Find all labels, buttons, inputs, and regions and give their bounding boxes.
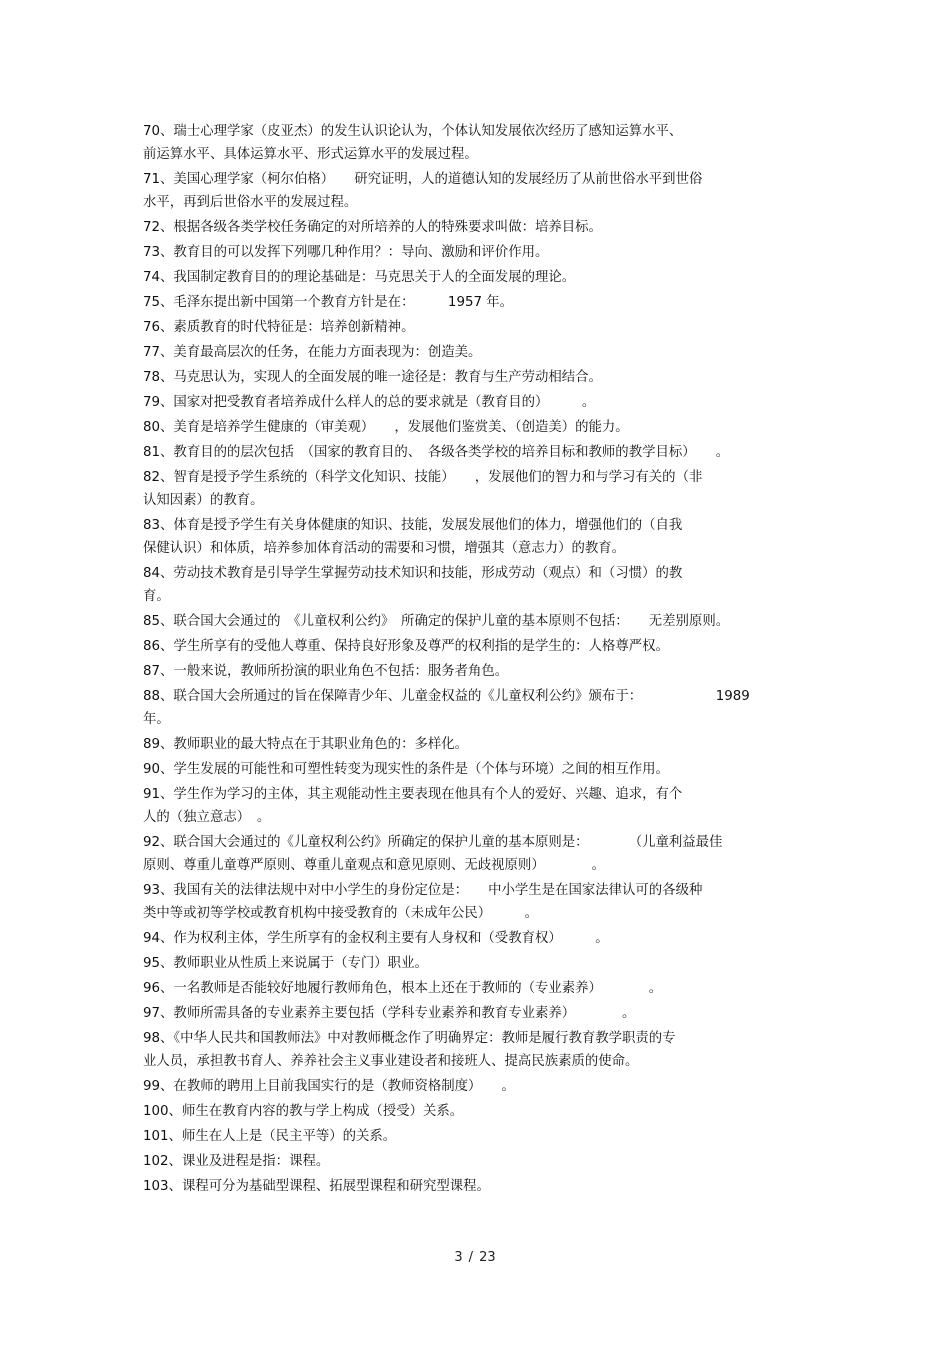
item-line: 业人员，承担教书育人、养养社会主义事业建设者和接班人、提高民族素质的使命。 — [143, 1054, 639, 1069]
list-item — [143, 1027, 823, 1073]
item-line: 101、师生在人上是（民主平等）的关系。 — [143, 1129, 397, 1144]
list-item — [143, 120, 823, 166]
item-line: 71、美国心理学家（柯尔伯格） 研究证明，人的道德认知的发展经历了从前世俗水平到世俗 — [143, 172, 703, 187]
item-line: 77、美育最高层次的任务，在能力方面表现为：创造美。 — [143, 345, 482, 360]
list-item — [143, 1100, 823, 1123]
question-list — [143, 120, 823, 1200]
item-line: 74、我国制定教育目的的理论基础是：马克思关于人的全面发展的理论。 — [143, 270, 576, 285]
item-line: 82、智育是授予学生系统的（科学文化知识、技能） ，发展他们的智力和与学习有关的（非 — [143, 470, 703, 485]
item-line: 75、毛泽东提出新中国第一个教育方针是在： 1957 年。 — [143, 295, 514, 310]
item-line: 81、教育目的的层次包括 （国家的教育目的、 各级各类学校的培养目标和教师的教学目标） 。 — [143, 445, 730, 460]
item-line: 89、教师职业的最大特点在于其职业角色的：多样化。 — [143, 737, 469, 752]
list-item — [143, 879, 823, 925]
item-line: 70、瑞士心理学家（皮亚杰）的发生认识论认为，个体认知发展依次经历了感知运算水平、 — [143, 124, 683, 139]
item-line: 84、劳动技术教育是引导学生掌握劳动技术知识和技能，形成劳动（观点）和（习惯）的教 — [143, 566, 683, 581]
item-line: 94、作为权利主体，学生所享有的金权利主要有人身权和（受教育权） 。 — [143, 931, 609, 946]
list-item — [143, 1125, 823, 1148]
item-line: 育。 — [143, 589, 170, 604]
list-item — [143, 952, 823, 975]
item-line: 100、师生在教育内容的教与学上构成（授受）关系。 — [143, 1104, 464, 1119]
list-item — [143, 635, 823, 658]
item-line: 98、《中华人民共和国教师法》中对教师概念作了明确界定：教师是履行教育教学职责的专 — [143, 1031, 676, 1046]
item-line: 102、课业及进程是指：课程。 — [143, 1154, 330, 1169]
item-line: 88、联合国大会所通过的旨在保障青少年、儿童金权益的《儿童权利公约》颁布于： 1989 — [143, 689, 750, 704]
current-page: 3 — [454, 1250, 463, 1265]
item-line: 92、联合国大会通过的《儿童权利公约》所确定的保护儿童的基本原则是： （儿童利益最佳 — [143, 835, 723, 850]
item-line: 93、我国有关的法律法规中对中小学生的身份定位是： 中小学生是在国家法律认可的各级种 — [143, 883, 703, 898]
item-line: 年。 — [143, 712, 170, 727]
item-line: 91、学生作为学习的主体，其主观能动性主要表现在他具有个人的爱好、兴趣、追求，有个 — [143, 787, 683, 802]
list-item — [143, 391, 823, 414]
total-pages: 23 — [479, 1250, 496, 1265]
item-line: 76、素质教育的时代特征是：培养创新精神。 — [143, 320, 415, 335]
list-item — [143, 441, 823, 464]
list-item — [143, 241, 823, 264]
item-line: 78、马克思认为，实现人的全面发展的唯一途径是：教育与生产劳动相结合。 — [143, 370, 602, 385]
list-item — [143, 466, 823, 512]
list-item — [143, 977, 823, 1000]
list-item — [143, 1150, 823, 1173]
item-line: 90、学生发展的可能性和可塑性转变为现实性的条件是（个体与环境）之间的相互作用。 — [143, 762, 669, 777]
item-line: 73、教育目的可以发挥下列哪几种作用？：导向、激励和评价作用。 — [143, 245, 549, 260]
item-line: 79、国家对把受教育者培养成什么样人的总的要求就是（教育目的） 。 — [143, 395, 596, 410]
list-item — [143, 1075, 823, 1098]
list-item — [143, 610, 823, 633]
list-item — [143, 660, 823, 683]
item-line: 86、学生所享有的受他人尊重、保持良好形象及尊严的权利指的是学生的：人格尊严权。 — [143, 639, 669, 654]
item-line: 96、一名教师是否能较好地履行教师角色，根本上还在于教师的（专业素养） 。 — [143, 981, 663, 996]
list-item — [143, 168, 823, 214]
item-line: 87、一般来说，教师所扮演的职业角色不包括：服务者角色。 — [143, 664, 509, 679]
list-item — [143, 366, 823, 389]
item-line: 前运算水平、具体运算水平、形式运算水平的发展过程。 — [143, 147, 478, 162]
item-line: 保健认识）和体质，培养参加体育活动的需要和习惯，增强其（意志力）的教育。 — [143, 541, 626, 556]
list-item — [143, 316, 823, 339]
item-line: 97、教师所需具备的专业素养主要包括（学科专业素养和教育专业素养） 。 — [143, 1006, 636, 1021]
list-item — [143, 416, 823, 439]
list-item — [143, 831, 823, 877]
item-line: 95、教师职业从性质上来说属于（专门）职业。 — [143, 956, 428, 971]
item-line: 水平，再到后世俗水平的发展过程。 — [143, 195, 358, 210]
list-item — [143, 733, 823, 756]
item-line: 99、在教师的聘用上目前我国实行的是（教师资格制度） 。 — [143, 1079, 515, 1094]
list-item — [143, 927, 823, 950]
list-item — [143, 216, 823, 239]
page-number — [0, 1250, 950, 1265]
item-line: 103、课程可分为基础型课程、拓展型课程和研究型课程。 — [143, 1179, 490, 1194]
list-item — [143, 562, 823, 608]
list-item — [143, 1175, 823, 1198]
item-line: 人的（独立意志） 。 — [143, 810, 271, 825]
list-item — [143, 758, 823, 781]
item-line: 认知因素）的教育。 — [143, 493, 264, 508]
list-item — [143, 783, 823, 829]
item-line: 83、体育是授予学生有关身体健康的知识、技能，发展发展他们的体力，增强他们的（自我 — [143, 518, 683, 533]
list-item — [143, 291, 823, 314]
list-item — [143, 514, 823, 560]
list-item — [143, 685, 823, 731]
list-item — [143, 341, 823, 364]
item-line: 类中等或初等学校或教育机构中接受教育的（未成年公民） 。 — [143, 906, 539, 921]
item-line: 72、根据各级各类学校任务确定的对所培养的人的特殊要求叫做：培养目标。 — [143, 220, 602, 235]
list-item — [143, 266, 823, 289]
item-line: 85、联合国大会通过的 《儿童权利公约》 所确定的保护儿童的基本原则不包括： 无差别原则。 — [143, 614, 730, 629]
list-item — [143, 1002, 823, 1025]
item-line: 80、美育是培养学生健康的（审美观） ，发展他们鉴赏美、（创造美）的能力。 — [143, 420, 629, 435]
page-separator: / — [468, 1250, 474, 1265]
item-line: 原则、尊重儿童尊严原则、尊重儿童观点和意见原则、无歧视原则） 。 — [143, 858, 605, 873]
